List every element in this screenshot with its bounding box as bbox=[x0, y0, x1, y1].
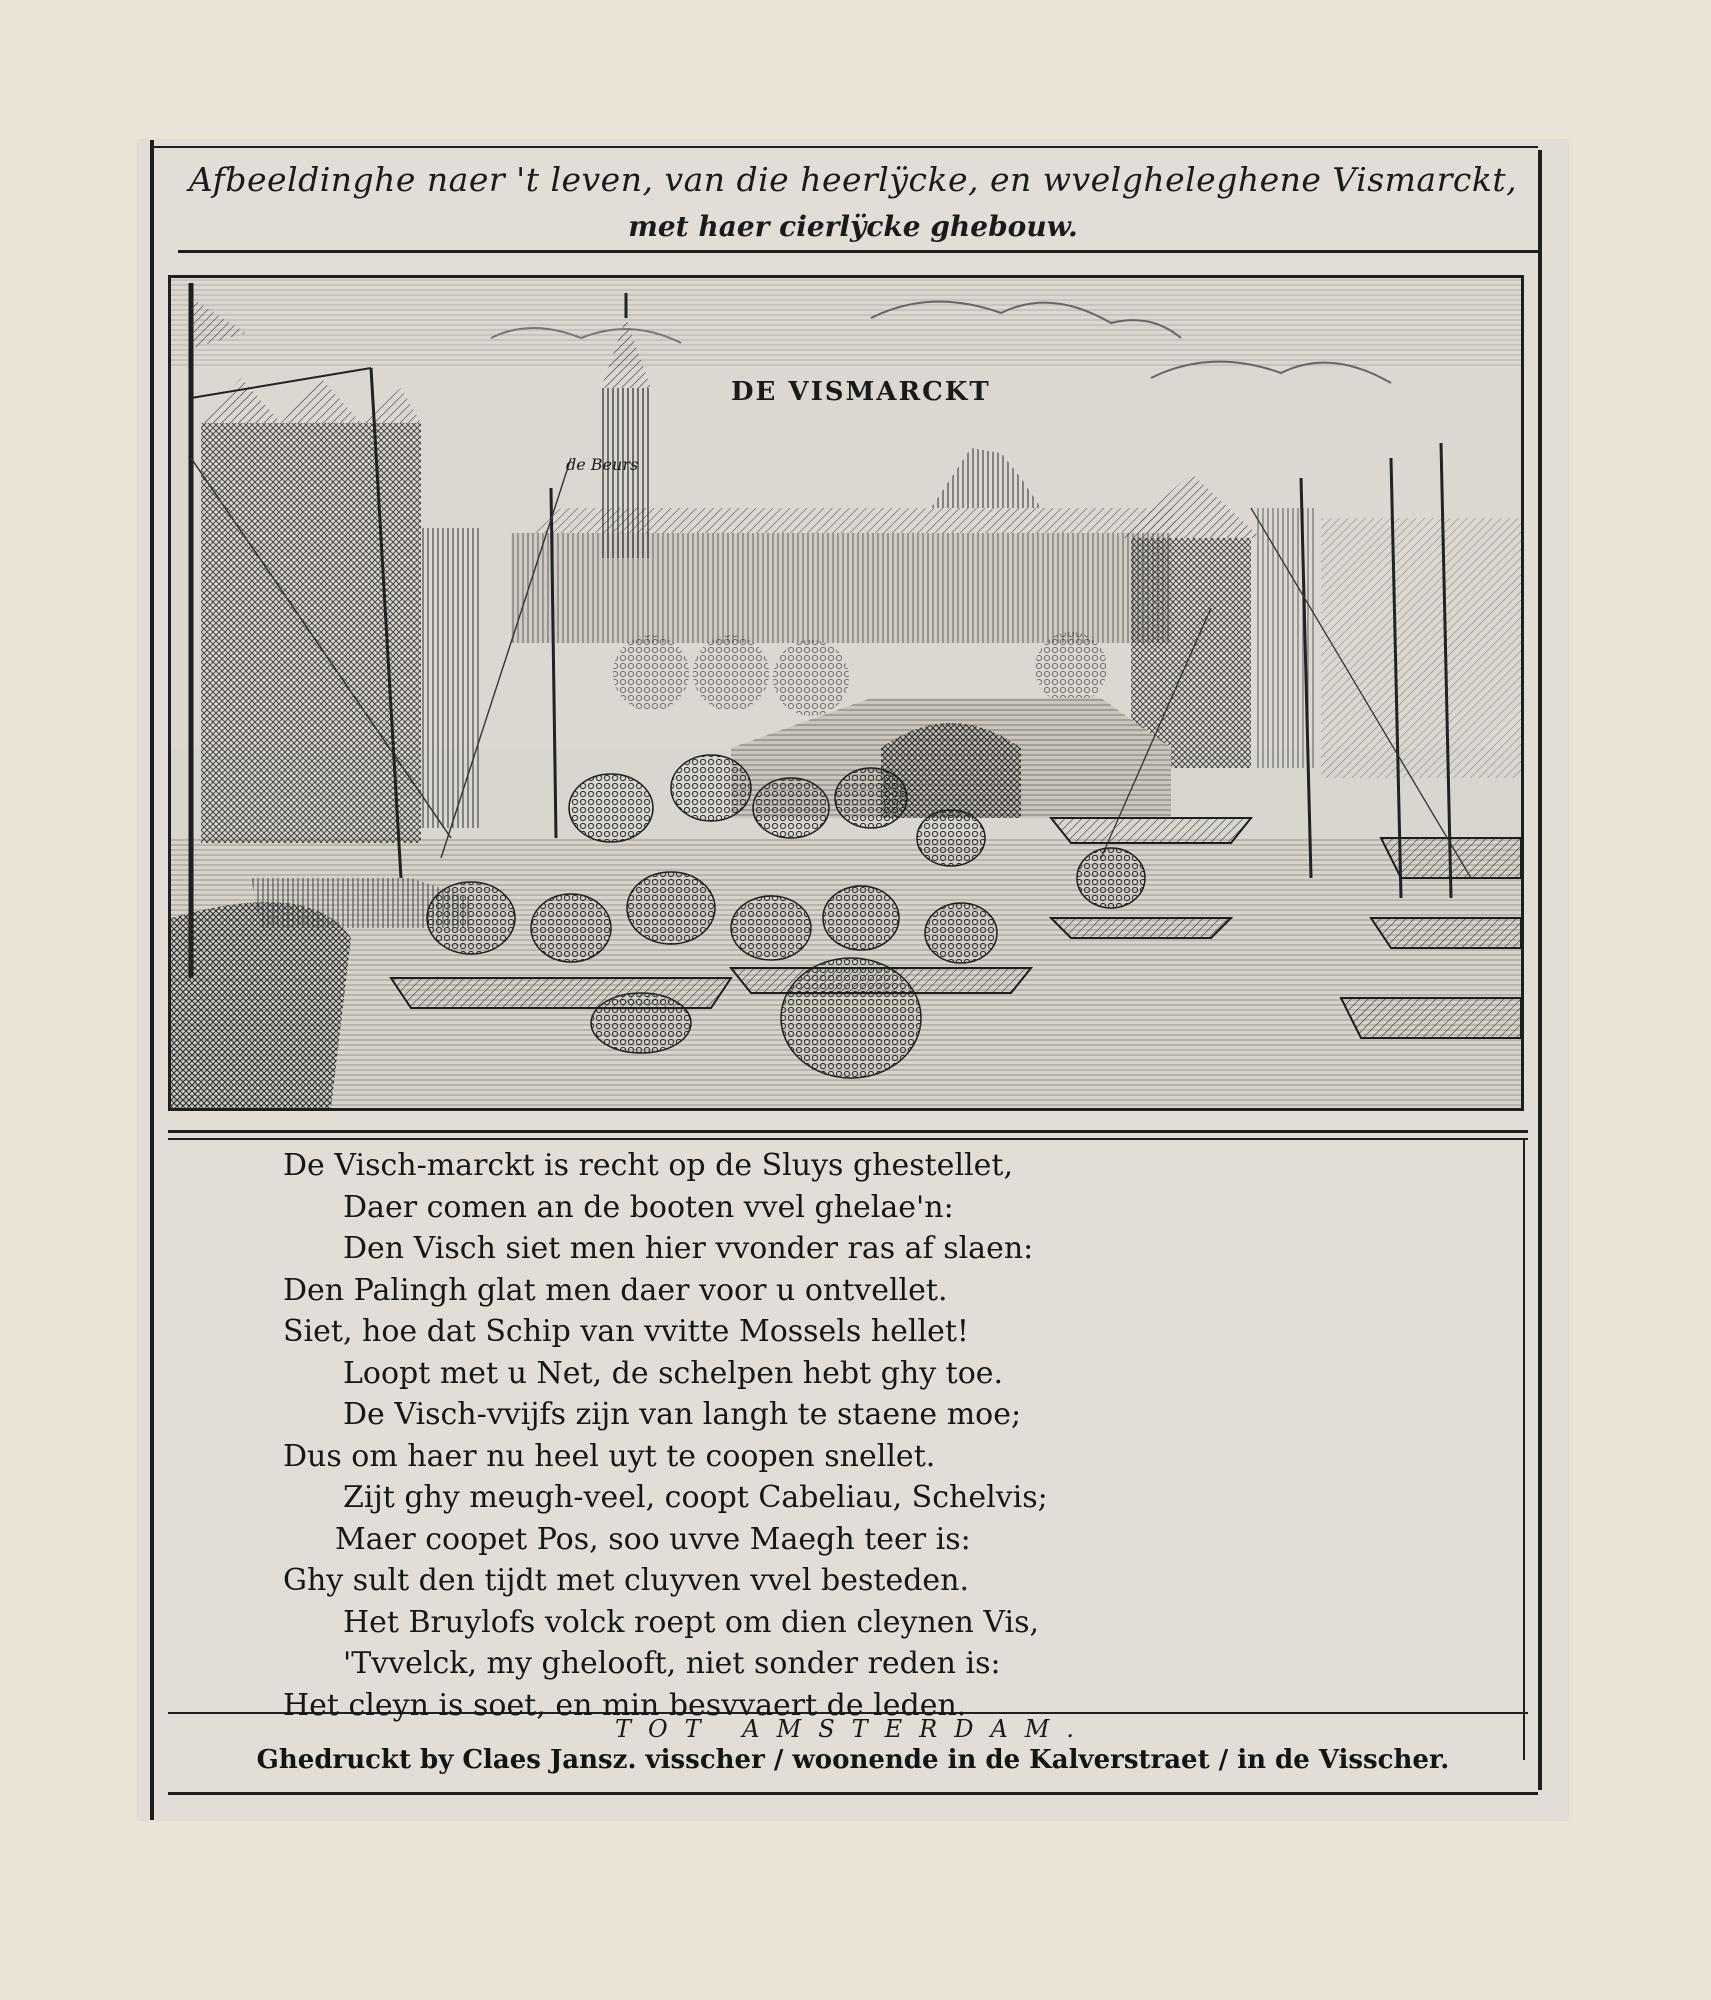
poem-line: Den Visch siet men hier vvonder ras af slaen: bbox=[343, 1231, 1034, 1266]
poem-line: Het cleyn is soet, en min besvvaert de leden. bbox=[283, 1687, 967, 1723]
bottom-rule bbox=[168, 1792, 1538, 1795]
header-title-line2: met haer cierlÿcke ghebouw. bbox=[628, 210, 1078, 243]
imprint-printer: Ghedruckt by Claes Jansz. visscher / woonende in de Kalverstraet / in de Visscher. bbox=[256, 1745, 1450, 1775]
poem-line: Loopt met u Net, de schelpen hebt ghy toe. bbox=[343, 1355, 1004, 1391]
poem-line: 'Tvvelck, my ghelooft, niet sonder reden is: bbox=[343, 1646, 1001, 1681]
header-bottom-rule bbox=[178, 250, 1538, 253]
top-rule bbox=[153, 146, 1538, 148]
poem-line: Daer comen an de booten vvel ghelae'n: bbox=[343, 1189, 954, 1225]
imprint-city: TOT AMSTERDAM. bbox=[614, 1715, 1092, 1743]
poem-line: Maer coopet Pos, soo uvve Maegh teer is: bbox=[335, 1521, 971, 1557]
poem-line: Zijt ghy meugh-veel, coopt Cabeliau, Schelvis; bbox=[343, 1480, 1048, 1515]
poem-line: De Visch-marckt is recht op de Sluys ghestellet, bbox=[283, 1148, 1013, 1183]
poem bbox=[283, 1145, 1283, 1726]
frame-right-rule bbox=[1538, 150, 1542, 1790]
poem-line: Siet, hoe dat Schip van vvitte Mossels hellet! bbox=[283, 1314, 969, 1349]
poem-line: Het Bruylofs volck roept om dien cleynen Vis, bbox=[343, 1604, 1040, 1640]
header-title-line1: Afbeeldinghe naer 't leven, van die heerlÿcke, en wvelgheleghene Vismarckt, bbox=[188, 160, 1518, 199]
engraving-illustration bbox=[171, 278, 1521, 1108]
poem-line: Ghy sult den tijdt met cluyven vvel besteden. bbox=[283, 1563, 970, 1598]
poem-line: De Visch-vvijfs zijn van langh te staene moe; bbox=[343, 1397, 1022, 1432]
frame-left-rule bbox=[150, 140, 154, 1820]
engraving-caption: DE VISMARCKT bbox=[731, 377, 991, 407]
engraving-image bbox=[168, 275, 1524, 1111]
engraving-label-beurs: de Beurs bbox=[566, 455, 639, 474]
print-sheet bbox=[138, 140, 1568, 1820]
frame-right-rule-inner bbox=[1523, 1140, 1525, 1760]
engraving-bottom-rule-2 bbox=[168, 1138, 1528, 1140]
engraving-bottom-rule-1 bbox=[168, 1130, 1528, 1133]
poem-line: Dus om haer nu heel uyt te coopen snellet. bbox=[283, 1438, 936, 1474]
poem-line: Den Palingh glat men daer voor u ontvellet. bbox=[283, 1272, 948, 1308]
